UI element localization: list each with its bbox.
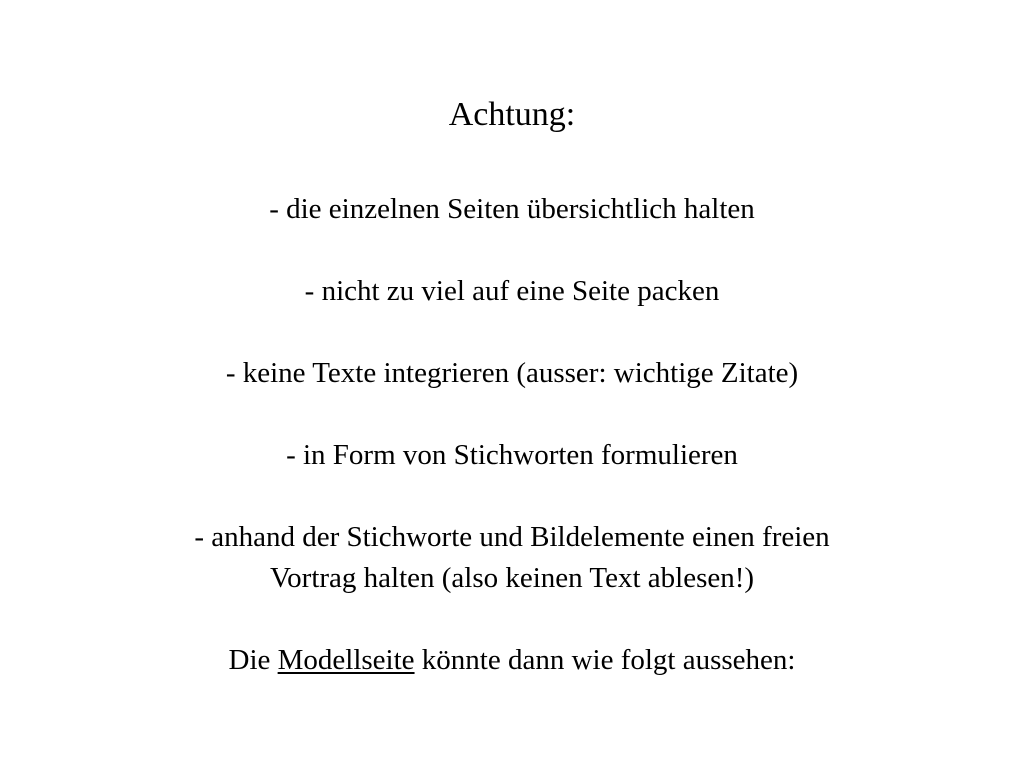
bullet-line-1: - anhand der Stichworte und Bildelemente einen freien [194,521,830,553]
bullet-item: - die einzelnen Seiten übersichtlich halten [269,193,755,225]
bullet-item-multiline [0,517,1024,599]
bullet-line-2: Vortrag halten (also keinen Text ablesen!) [269,562,755,594]
bullet-item: - in Form von Stichworten formulieren [286,439,738,471]
slide-title: Achtung: [448,96,576,133]
bullet-item: - nicht zu viel auf eine Seite packen [304,275,720,307]
modellseite-link[interactable]: Modellseite [277,644,415,676]
bullet-item: - keine Texte integrieren (ausser: wichtige Zitate) [225,357,799,389]
closing-sentence [0,640,1024,681]
closing-suffix: könnte dann wie folgt aussehen: [414,644,796,676]
closing-prefix: Die [228,644,278,676]
